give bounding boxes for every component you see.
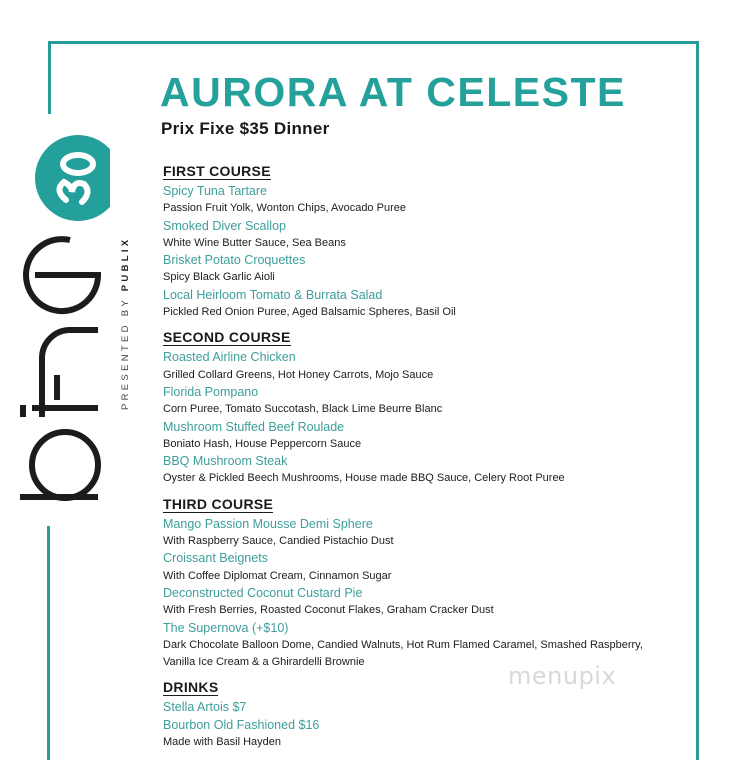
menu-item-desc: Boniato Hash, House Peppercorn Sauce xyxy=(163,437,362,450)
menu-item-desc: Grilled Collard Greens, Hot Honey Carrots, Mojo Sauce xyxy=(163,368,434,381)
section-drinks xyxy=(163,679,693,751)
menu-item-name: Florida Pompano xyxy=(163,384,259,399)
section-second-course xyxy=(163,329,693,487)
frame-border-left-top xyxy=(48,41,51,114)
section-title: THIRD COURSE xyxy=(163,495,274,512)
menu-item-desc: With Raspberry Sauce, Candied Pistachio Dust xyxy=(163,535,394,548)
menu-item-desc: Corn Puree, Tomato Succotash, Black Lime Beurre Blanc xyxy=(163,403,443,416)
restaurant-title: AURORA AT CELESTE xyxy=(160,69,626,115)
frame-border-left-bottom xyxy=(47,526,50,760)
frame-border-top xyxy=(48,41,698,44)
menu-item-name: Croissant Beignets xyxy=(163,551,268,566)
menu-item-name: Spicy Tuna Tartare xyxy=(163,184,267,198)
menu-item-name: Mushroom Stuffed Beef Roulade xyxy=(163,419,345,434)
menu-item-desc: Made with Basil Hayden xyxy=(163,736,282,749)
menu-item-name: Deconstructed Coconut Custard Pie xyxy=(163,585,363,600)
menu-item-desc: Passion Fruit Yolk, Wonton Chips, Avocado Puree xyxy=(163,202,406,215)
menu-item-name: Brisket Potato Croquettes xyxy=(163,253,306,268)
menu-item-name: Roasted Airline Chicken xyxy=(163,350,296,365)
watermark: menupix xyxy=(508,662,617,690)
menu-item-desc: Oyster & Pickled Beech Mushrooms, House made BBQ Sauce, Celery Root Puree xyxy=(163,472,565,485)
menu-item-name: BBQ Mushroom Steak xyxy=(163,454,288,469)
presented-by-sponsor: PUBLIX xyxy=(120,236,131,292)
section-third-course xyxy=(163,496,693,672)
menu-item-desc: Pickled Red Onion Puree, Aged Balsamic Spheres, Basil Oil xyxy=(163,306,456,319)
section-title: DRINKS xyxy=(163,679,219,696)
menu-subtitle: Prix Fixe $35 Dinner xyxy=(161,119,330,138)
presented-by-label xyxy=(120,237,131,410)
menu-item-desc: Spicy Black Garlic Aioli xyxy=(163,271,275,284)
menu-item-name: Stella Artois $7 xyxy=(163,700,247,715)
menu-item-name: The Supernova (+$10) xyxy=(163,620,289,635)
presented-by-prefix: PRESENTED BY xyxy=(120,297,131,410)
menu-item-desc: Dark Chocolate Balloon Dome, Candied Walnuts, Hot Rum Flamed Caramel, Smashed Raspberry, Vanilla Ice Cream & a Ghirardelli Brownie xyxy=(163,638,643,669)
section-title: SECOND COURSE xyxy=(163,329,291,346)
menu-item-desc: With Coffee Diplomat Cream, Cinnamon Sugar xyxy=(163,569,392,582)
frame-border-right xyxy=(696,41,699,760)
menu-item-name: Smoked Diver Scallop xyxy=(163,218,286,233)
bite30-logo xyxy=(10,135,110,505)
section-title: FIRST COURSE xyxy=(163,163,271,179)
section-first-course xyxy=(163,163,693,321)
menu-item-name: Bourbon Old Fashioned $16 xyxy=(163,717,320,732)
menu-item-name: Mango Passion Mousse Demi Sphere xyxy=(163,516,373,531)
menu-item-desc: With Fresh Berries, Roasted Coconut Flakes, Graham Cracker Dust xyxy=(163,604,494,617)
menu-item-desc: White Wine Butter Sauce, Sea Beans xyxy=(163,236,346,249)
menu-item-name: Local Heirloom Tomato & Burrata Salad xyxy=(163,287,383,302)
